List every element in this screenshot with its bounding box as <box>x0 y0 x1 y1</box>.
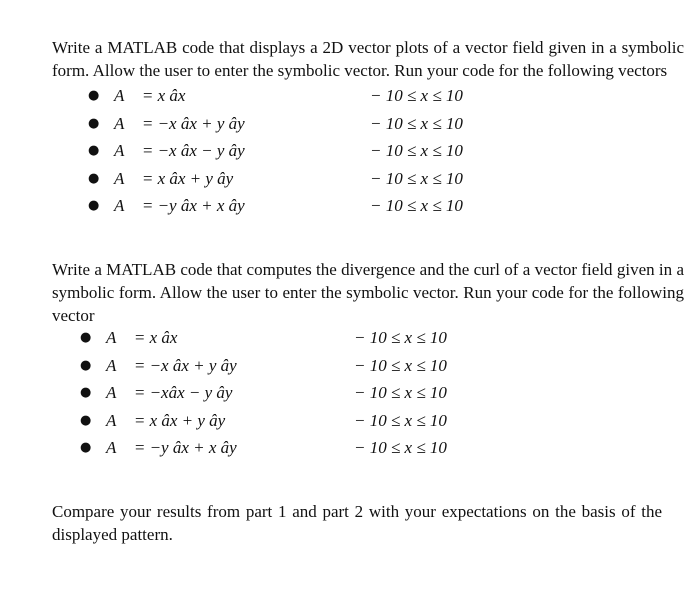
vector-range: − 10 ≤ x ≤ 10 <box>370 196 463 215</box>
part2-instructions: Write a MATLAB code that computes the divergence and the curl of a vector field given in a symbolic form. Allow the user to enter the symbolic vector. Run your code for the following vector <box>52 260 684 325</box>
part1-instructions: Write a MATLAB code that displays a 2D vector plots of a vector field given in a symbolic form. Allow the user to enter the symbolic vector. Run your code for the following vectors <box>52 38 684 80</box>
vector-expression: A⃗ = −x âx − y ây <box>114 141 245 160</box>
vector-expression: A⃗ = x âx + y ây <box>106 410 226 430</box>
bullet-icon: ● <box>88 88 100 103</box>
bullet-icon: ● <box>88 198 100 213</box>
bullet-icon: ● <box>80 357 92 373</box>
bullet-icon: ● <box>88 115 100 131</box>
vector-range: − 10 ≤ x ≤ 10 <box>354 438 447 457</box>
vector-range: − 10 ≤ x ≤ 10 <box>370 168 463 188</box>
vector-range: − 10 ≤ x ≤ 10 <box>354 355 447 375</box>
vector-expression: A⃗ = −x âx + y ây <box>106 355 237 375</box>
part3-instructions: Compare your results from part 1 and part 2 with your expectations on the basis of the displayed pattern. <box>52 502 662 544</box>
bullet-icon: ● <box>80 440 92 455</box>
vector-expression: A⃗ = −xâx − y ây <box>106 383 233 402</box>
bullet-icon: ● <box>80 330 92 345</box>
bullet-icon: ● <box>88 143 100 158</box>
vector-expression: A⃗ = x âx <box>106 328 178 347</box>
vector-range: − 10 ≤ x ≤ 10 <box>354 328 447 347</box>
vector-range: − 10 ≤ x ≤ 10 <box>370 113 463 133</box>
vector-range: − 10 ≤ x ≤ 10 <box>354 383 447 402</box>
vector-range: − 10 ≤ x ≤ 10 <box>370 86 463 105</box>
vector-expression: A⃗ = x âx + y ây <box>114 168 234 188</box>
vector-expression: A⃗ = −x âx + y ây <box>114 113 245 133</box>
bullet-icon: ● <box>80 412 92 428</box>
bullet-icon: ● <box>88 170 100 186</box>
vector-expression: A⃗ = −y âx + x ây <box>106 438 237 457</box>
vector-expression: A⃗ = −y âx + x ây <box>114 196 245 215</box>
vector-expression: A⃗ = x âx <box>114 86 186 105</box>
vector-range: − 10 ≤ x ≤ 10 <box>370 141 463 160</box>
vector-range: − 10 ≤ x ≤ 10 <box>354 410 447 430</box>
bullet-icon: ● <box>80 385 92 400</box>
